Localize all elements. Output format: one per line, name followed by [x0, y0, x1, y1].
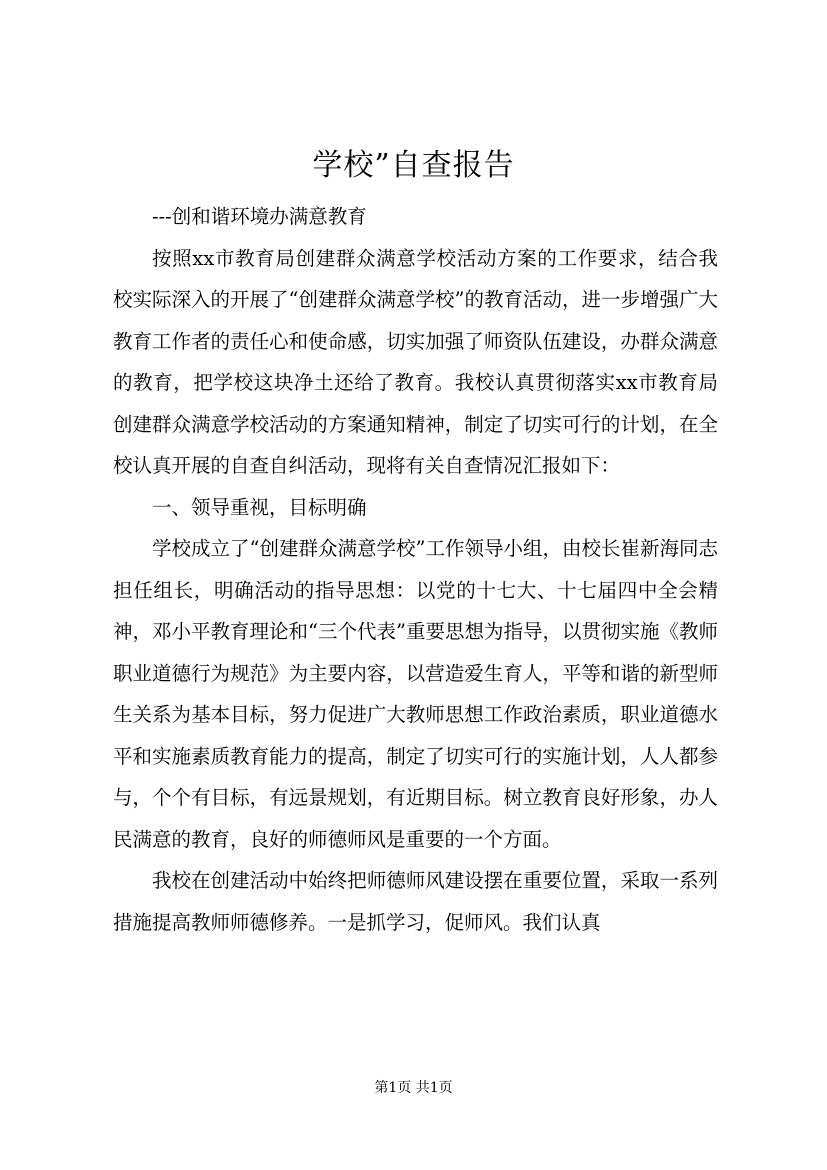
paragraph-teacher-ethics: 我校在创建活动中始终把师德师风建设摆在重要位置，采取一系列措施提高教师师德修养。一是抓学习，促师风。我们认真 — [113, 869, 718, 934]
document-title: 学校”自查报告 — [312, 148, 515, 183]
page-footer: 第1页 共1页 — [374, 1080, 453, 1096]
subtitle: ---创和谐环境办满意教育 — [152, 205, 367, 228]
paragraph-leadership: 学校成立了“创建群众满意学校”工作领导小组，由校长崔新海同志担任组长，明确活动的指导思想：以党的十七大、十七届四中全会精神，邓小平教育理论和“三个代表”重要思想为指导，以贯彻实施《教师职业道德行为规范》为主要内容，以营造爱生育人，平等和谐的新型师生关系为基本目标，努力促进广大教师思想工作政治素质，职业道德水平和实施素质教育能力的提高，制定了切实可行的实施计划，人人都参与，个个有目标，有远景规划，有近期目标。树立教育良好形象，办人民满意的教育，良好的师德师风是重要的一个方面。 — [113, 537, 718, 851]
paragraph-intro: 按照xx市教育局创建群众满意学校活动方案的工作要求，结合我校实际深入的开展了“创建群众满意学校”的教育活动，进一步增强广大教育工作者的责任心和使命感，切实加强了师资队伍建设，办群众满意的教育，把学校这块净土还给了教育。我校认真贯彻落实xx市教育局创建群众满意学校活动的方案通知精神，制定了切实可行的计划，在全校认真开展的自查自纠活动，现将有关自查情况汇报如下： — [113, 246, 718, 477]
section-heading-1: 一、领导重视，目标明确 — [152, 495, 367, 519]
document-body — [113, 196, 718, 943]
